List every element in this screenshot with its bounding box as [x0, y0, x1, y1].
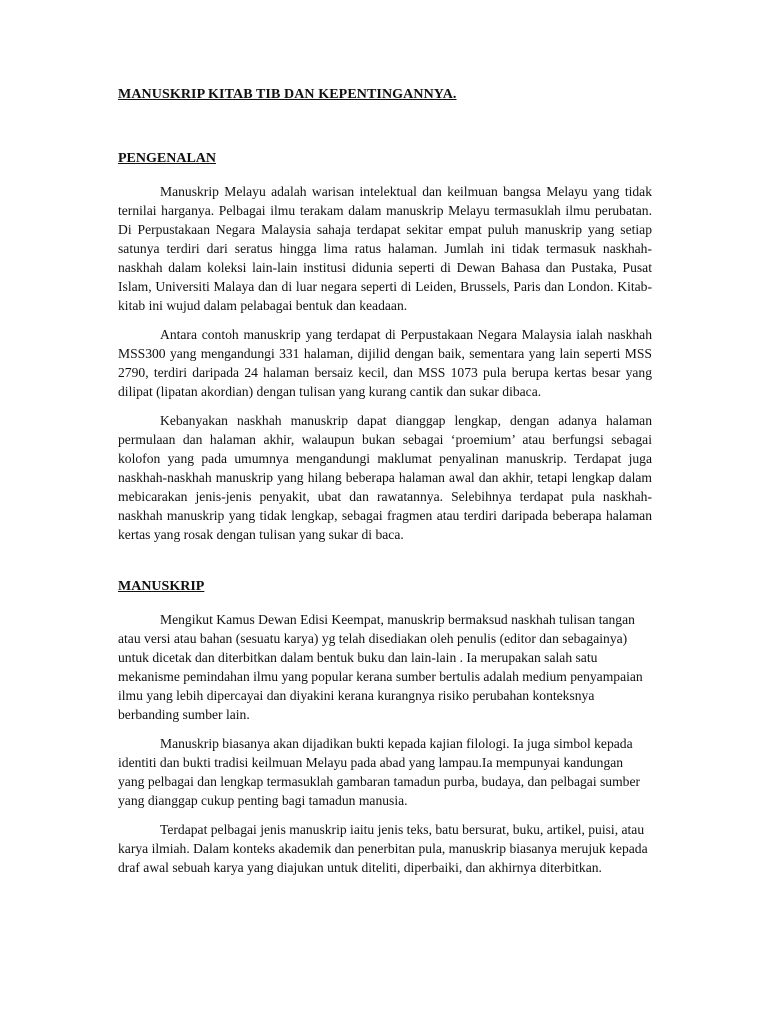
document-page: [118, 86, 652, 887]
paragraph-manuskrip-2: Manuskrip biasanya akan dijadikan bukti kepada kajian filologi. Ia juga simbol kepada identiti dan bukti tradisi keilmuan Melayu pada abad yang lampau.Ia mempunyai kandungan yang pelbagai dan lengkap termasuklah gambaran tamadun purba, budaya, dan pelbagai sumber yang dianggap cukup penting bagi tamadun manusia.: [118, 736, 641, 808]
section-heading-pengenalan: PENGENALAN: [118, 151, 217, 166]
paragraph-pengenalan-2: Antara contoh manuskrip yang terdapat di Perpustakaan Negara Malaysia ialah naskhah MSS300 yang mengandungi 331 halaman, dijilid dengan baik, sementara yang lain seperti MSS 2790, terdiri daripada 24 halaman bersaiz kecil, dan MSS 1073 pula berupa kertas besar yang dilipat (lipatan akordian) dengan tulisan yang kurang cantik dan sukar dibaca.: [118, 327, 652, 399]
paragraph-pengenalan-1: Manuskrip Melayu adalah warisan intelektual dan keilmuan bangsa Melayu yang tidak ternilai harganya. Pelbagai ilmu terakam dalam manuskrip Melayu termasuklah ilmu perubatan. Di Perpustakaan Negara Malaysia sahaja terdapat sekitar empat puluh manuskrip yang setiap satunya terdiri dari seratus hingga lima ratus halaman. Jumlah ini tidak termasuk naskhah-naskhah dalam koleksi lain-lain institusi didunia seperti di Dewan Bahasa dan Pustaka, Pusat Islam, Universiti Malaya dan di luar negara seperti di Leiden, Brussels, Paris dan London. Kitab-kitab ini wujud dalam pelabagai bentuk dan keadaan.: [118, 184, 652, 313]
paragraph-manuskrip-1: Mengikut Kamus Dewan Edisi Keempat, manuskrip bermaksud naskhah tulisan tangan atau versi atau bahan (sesuatu karya) yg telah disediakan oleh penulis (editor dan sebagainya) untuk dicetak dan diterbitkan dalam bentuk buku dan lain-lain . Ia merupakan salah satu mekanisme pemindahan ilmu yang popular kerana sumber bertulis adalah medium penyampaian ilmu yang lebih dipercayai dan diyakini kerana kurangnya risiko perubahan konteksnya berbanding sumber lain.: [118, 612, 643, 722]
section-heading-manuskrip: MANUSKRIP: [118, 579, 205, 594]
section-spacer: [118, 554, 652, 578]
paragraph-manuskrip-3: Terdapat pelbagai jenis manuskrip iaitu jenis teks, batu bersurat, buku, artikel, puisi, atau karya ilmiah. Dalam konteks akademik dan penerbitan pula, manuskrip biasanya merujuk kepada draf awal sebuah karya yang diajukan untuk diteliti, diperbaiki, dan akhirnya diterbitkan.: [118, 822, 648, 875]
paragraph-pengenalan-3: Kebanyakan naskhah manuskrip dapat dianggap lengkap, dengan adanya halaman permulaan dan halaman akhir, walaupun bukan sebagai ‘proemium’ atau berfungsi sebagai kolofon yang pada umumnya mengandungi maklumat penyalinan manuskrip. Terdapat juga naskhah-naskhah manuskrip yang hilang beberapa halaman awal dan akhir, tetapi lengkap dalam mebicarakan jenis-jenis penyakit, ubat dan rawatannya. Selebihnya terdapat pula naskhah-naskhah manuskrip yang tidak lengkap, sebagai fragmen atau terdiri daripada beberapa halaman kertas yang rosak dengan tulisan yang sukar di baca.: [118, 413, 652, 542]
document-title: MANUSKRIP KITAB TIB DAN KEPENTINGANNYA.: [118, 87, 457, 102]
